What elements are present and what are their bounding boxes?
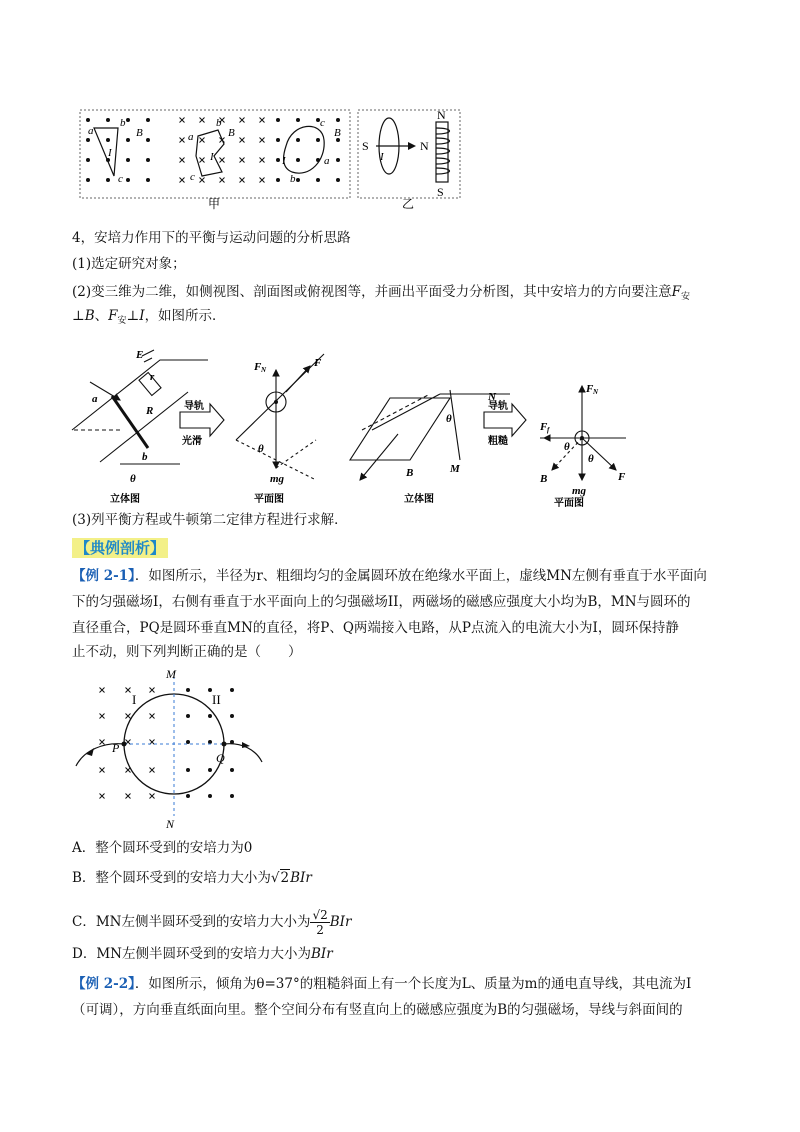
battery <box>142 350 154 362</box>
incline-line <box>236 354 324 440</box>
svg-text:N: N <box>593 388 599 396</box>
field-cross <box>100 768 105 773</box>
loop-oval <box>284 126 325 173</box>
example-2-1-line4: 止不动，则下列判断正确的是（ ） <box>72 644 302 660</box>
field-dot <box>186 688 190 692</box>
label-N: N <box>420 139 429 153</box>
caption-jia: 甲 <box>208 197 221 211</box>
field-cross <box>200 138 205 143</box>
field-cross <box>126 794 131 799</box>
field-cross <box>180 118 185 123</box>
label-mg: mg <box>270 473 285 485</box>
label-a: a <box>188 131 194 143</box>
field-dot <box>336 118 340 122</box>
example-2-1-line1: 【例 2-1】．如图所示，半径为r、粗细均匀的金属圆环放在绝缘水平面上，虚线MN左侧有垂直于水平面向 <box>72 568 707 584</box>
field-dot <box>146 178 150 182</box>
label-b: b <box>120 117 126 129</box>
field-dot <box>230 688 234 692</box>
field-dot <box>146 138 150 142</box>
field-dot <box>186 794 190 798</box>
field-dot <box>296 118 300 122</box>
label-theta: θ <box>588 453 594 465</box>
field-dot <box>276 158 280 162</box>
svg-text:f: f <box>547 426 550 434</box>
svg-text:N: N <box>261 366 267 374</box>
label-FN: F <box>586 383 594 395</box>
field-cross <box>150 714 155 719</box>
field-dot <box>296 178 300 182</box>
field-dot <box>208 768 212 772</box>
label-I: I <box>380 151 384 163</box>
field-dot <box>106 118 110 122</box>
step-2-line1: (2)变三维为二维，如侧视图、剖面图或俯视图等，并画出平面受力分析图，其中安培力的方向要注意$F_安$ <box>72 284 691 302</box>
label-a: a <box>324 155 330 167</box>
field-dot <box>336 178 340 182</box>
field-dot <box>276 138 280 142</box>
field-dot <box>126 138 130 142</box>
label-I: I <box>210 151 214 163</box>
field-cross <box>260 138 265 143</box>
field-cross <box>180 138 185 143</box>
field-dot <box>186 768 190 772</box>
field-dot <box>208 714 212 718</box>
label-rough: 粗糙 <box>488 436 508 447</box>
label-B: B <box>540 473 548 485</box>
option-B[interactable]: B．整个圆环受到的安培力大小为√2BIr <box>72 870 312 886</box>
field-dot <box>86 138 90 142</box>
label-B: B <box>406 467 414 479</box>
caption-plane: 平面图 <box>254 494 284 505</box>
field-dot <box>106 138 110 142</box>
caption-3d: 立体图 <box>404 494 434 505</box>
field-dot <box>208 740 212 744</box>
label-N: N <box>166 817 175 831</box>
step-3: (3)列平衡方程或牛顿第二定律方程进行求解． <box>72 512 348 528</box>
label-b: b <box>216 117 222 129</box>
label-FN: F <box>254 361 262 373</box>
field-cross <box>150 688 155 693</box>
yi-arrow-head <box>408 142 416 150</box>
label-M: M <box>166 667 176 681</box>
label-b: b <box>290 173 296 185</box>
label-a: a <box>88 125 94 137</box>
caption-yi: 乙 <box>402 197 415 211</box>
option-D[interactable]: D．MN左侧半圆环受到的安培力大小为BIr <box>72 946 333 962</box>
field-dot <box>106 178 110 182</box>
label-c: c <box>118 173 123 185</box>
field-cross <box>200 118 205 123</box>
caption-3d: 立体图 <box>110 494 140 505</box>
label-field-II: II <box>212 692 221 707</box>
field-cross <box>180 158 185 163</box>
step-2-line2: ⊥B、$F_安\perp I$，如图所示． <box>72 308 226 326</box>
label-Q: Q <box>216 751 225 765</box>
field-dot <box>230 768 234 772</box>
field-dot <box>86 178 90 182</box>
label-theta: θ <box>564 441 570 453</box>
field-dot <box>208 794 212 798</box>
field-dot <box>316 138 320 142</box>
field-dot <box>186 740 190 744</box>
field-dot <box>296 158 300 162</box>
label-B: B <box>228 127 235 139</box>
label-field-I: I <box>132 692 137 707</box>
label-N: N <box>437 108 446 122</box>
label-F: F <box>618 471 626 483</box>
example-2-1-line2: 下的匀强磁场I，右侧有垂直于水平面向上的匀强磁场II，两磁场的磁感应强度大小均为B，MN与圆环的 <box>72 594 691 610</box>
field-cross <box>220 158 225 163</box>
label-B: B <box>334 127 341 139</box>
label-a: a <box>92 393 98 405</box>
field-dot <box>230 794 234 798</box>
field-dot <box>230 714 234 718</box>
field-dot <box>126 158 130 162</box>
field-cross <box>240 118 245 123</box>
label-N: N <box>488 391 496 403</box>
label-smooth: 光滑 <box>182 436 202 447</box>
field-cross <box>100 714 105 719</box>
label-P: P <box>112 741 120 755</box>
loop-triangle <box>94 128 118 176</box>
field-cross <box>240 138 245 143</box>
field-dot <box>126 178 130 182</box>
field-dot <box>86 158 90 162</box>
label-rail: 导轨 <box>488 401 508 412</box>
field-cross <box>100 794 105 799</box>
label-Ff: F <box>540 421 548 433</box>
field-cross <box>220 178 225 183</box>
field-dot <box>276 178 280 182</box>
example-2-1-line3: 直径重合，PQ是圆环垂直MN的直径，将P、Q两端接入电路，从P点流入的电流大小为I，圆环保持静 <box>72 620 679 636</box>
label-R: R <box>146 405 154 417</box>
label-S: S <box>362 139 369 153</box>
rod <box>112 396 148 448</box>
field-dot <box>126 118 130 122</box>
field-dot <box>316 178 320 182</box>
field-cross <box>200 178 205 183</box>
force-analysis-figures <box>60 330 650 512</box>
field-dot <box>146 118 150 122</box>
field-cross <box>200 158 205 163</box>
label-E: E <box>136 349 144 361</box>
option-A[interactable]: A．整个圆环受到的安培力为0 <box>72 840 253 856</box>
label-M: M <box>450 463 460 475</box>
label-theta: θ <box>258 443 264 455</box>
field-dot <box>296 138 300 142</box>
field-dot <box>146 158 150 162</box>
field-cross <box>260 118 265 123</box>
example-2-2-line1: 【例 2-2】．如图所示，倾角为θ=37°的粗糙斜面上有一个长度为L、质量为m的通电直导线，其电流为I <box>72 976 692 992</box>
label-b: b <box>142 451 148 463</box>
label-B: B <box>136 127 143 139</box>
label-theta: θ <box>446 413 452 425</box>
step-1: (1)选定研究对象； <box>72 256 186 272</box>
label-I: I <box>282 155 286 167</box>
label-I: I <box>108 147 112 159</box>
label-r: r <box>150 371 155 383</box>
field-cross <box>150 794 155 799</box>
field-dot <box>186 714 190 718</box>
label-mg: mg <box>572 485 587 497</box>
ring-figure <box>70 666 270 832</box>
label-c: c <box>190 171 195 183</box>
field-dot <box>336 158 340 162</box>
section-heading: 【典例剖析】 <box>72 538 168 558</box>
label-c: c <box>320 117 325 129</box>
field-cross <box>126 714 131 719</box>
field-cross <box>240 178 245 183</box>
caption-plane: 平面图 <box>554 498 584 509</box>
field-cross <box>180 178 185 183</box>
field-cross <box>260 178 265 183</box>
label-S: S <box>437 185 444 199</box>
field-cross <box>126 688 131 693</box>
field-dot <box>276 118 280 122</box>
field-cross <box>100 740 105 745</box>
field-cross <box>150 768 155 773</box>
item-4-heading: 4，安培力作用下的平衡与运动问题的分析思路 <box>72 230 351 246</box>
field-cross <box>240 158 245 163</box>
option-C[interactable]: C．MN左侧半圆环受到的安培力大小为 $\frac{√2}{2}BIr$ <box>72 908 352 937</box>
field-dot <box>86 118 90 122</box>
example-2-2-line2: （可调），方向垂直纸面向里。整个空间分布有竖直向上的磁感应强度为B的匀强磁场，导线与斜面间的 <box>72 1002 683 1018</box>
label-theta: θ <box>130 473 136 485</box>
label-F: F <box>314 357 322 369</box>
magnet-figures <box>78 106 468 212</box>
field-cross <box>260 158 265 163</box>
field-cross <box>100 688 105 693</box>
label-rail: 导轨 <box>184 401 204 412</box>
